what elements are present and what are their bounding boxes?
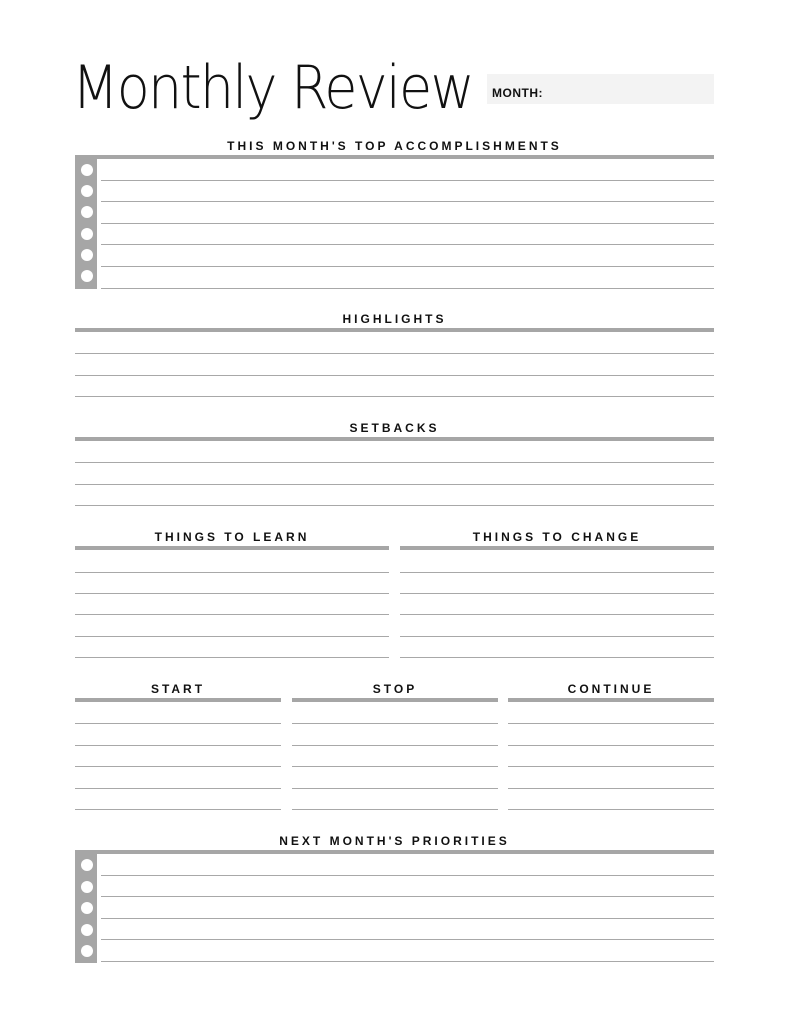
writing-line[interactable]: [75, 636, 389, 637]
bullet-dot: [81, 924, 93, 936]
writing-line[interactable]: [75, 353, 714, 354]
bullet-dot: [81, 859, 93, 871]
writing-line[interactable]: [75, 614, 389, 615]
writing-line[interactable]: [101, 223, 714, 224]
writing-line[interactable]: [101, 961, 714, 962]
writing-line[interactable]: [400, 636, 714, 637]
writing-line[interactable]: [75, 484, 714, 485]
writing-line[interactable]: [508, 745, 714, 746]
writing-line[interactable]: [508, 723, 714, 724]
writing-line[interactable]: [75, 809, 281, 810]
bullet-dot: [81, 164, 93, 176]
priorities-bullet-strip: [75, 854, 97, 963]
writing-line[interactable]: [75, 462, 714, 463]
learn-bar: [75, 546, 389, 550]
stop-heading: STOP: [372, 682, 418, 696]
writing-line[interactable]: [101, 918, 714, 919]
month-field[interactable]: [487, 74, 714, 104]
writing-line[interactable]: [101, 244, 714, 245]
setbacks-heading: SETBACKS: [349, 421, 440, 435]
writing-line[interactable]: [75, 657, 389, 658]
writing-line[interactable]: [292, 809, 498, 810]
writing-line[interactable]: [101, 201, 714, 202]
stop-bar: [292, 698, 498, 702]
writing-line[interactable]: [75, 745, 281, 746]
bullet-dot: [81, 945, 93, 957]
writing-line[interactable]: [101, 266, 714, 267]
bullet-dot: [81, 228, 93, 240]
writing-line[interactable]: [292, 788, 498, 789]
writing-line[interactable]: [101, 288, 714, 289]
writing-line[interactable]: [508, 766, 714, 767]
month-label: MONTH:: [492, 86, 543, 100]
accomplishments-bullet-strip: [75, 159, 97, 289]
priorities-heading: NEXT MONTH'S PRIORITIES: [279, 834, 510, 848]
writing-line[interactable]: [400, 593, 714, 594]
bullet-dot: [81, 185, 93, 197]
writing-line[interactable]: [400, 657, 714, 658]
writing-line[interactable]: [75, 766, 281, 767]
bullet-dot: [81, 249, 93, 261]
priorities-bar: [75, 850, 714, 854]
writing-line[interactable]: [292, 723, 498, 724]
writing-line[interactable]: [101, 939, 714, 940]
start-heading: START: [150, 682, 206, 696]
writing-line[interactable]: [508, 809, 714, 810]
bullet-dot: [81, 902, 93, 914]
writing-line[interactable]: [75, 788, 281, 789]
writing-line[interactable]: [75, 572, 389, 573]
writing-line[interactable]: [292, 766, 498, 767]
highlights-heading: HIGHLIGHTS: [342, 312, 447, 326]
bullet-dot: [81, 270, 93, 282]
learn-heading: THINGS TO LEARN: [154, 530, 310, 544]
writing-line[interactable]: [75, 723, 281, 724]
writing-line[interactable]: [101, 875, 714, 876]
accomplishments-heading: THIS MONTH'S TOP ACCOMPLISHMENTS: [227, 139, 562, 153]
writing-line[interactable]: [292, 745, 498, 746]
writing-line[interactable]: [75, 593, 389, 594]
page-title: Monthly Review: [72, 53, 473, 123]
accomplishments-bar: [75, 155, 714, 159]
bullet-dot: [81, 881, 93, 893]
setbacks-bar: [75, 437, 714, 441]
highlights-bar: [75, 328, 714, 332]
writing-line[interactable]: [400, 614, 714, 615]
writing-line[interactable]: [400, 572, 714, 573]
continue-bar: [508, 698, 714, 702]
change-bar: [400, 546, 714, 550]
bullet-dot: [81, 206, 93, 218]
writing-line[interactable]: [508, 788, 714, 789]
writing-line[interactable]: [75, 375, 714, 376]
writing-line[interactable]: [75, 505, 714, 506]
change-heading: THINGS TO CHANGE: [472, 530, 642, 544]
start-bar: [75, 698, 281, 702]
writing-line[interactable]: [101, 896, 714, 897]
writing-line[interactable]: [101, 180, 714, 181]
continue-heading: CONTINUE: [567, 682, 655, 696]
writing-line[interactable]: [75, 396, 714, 397]
